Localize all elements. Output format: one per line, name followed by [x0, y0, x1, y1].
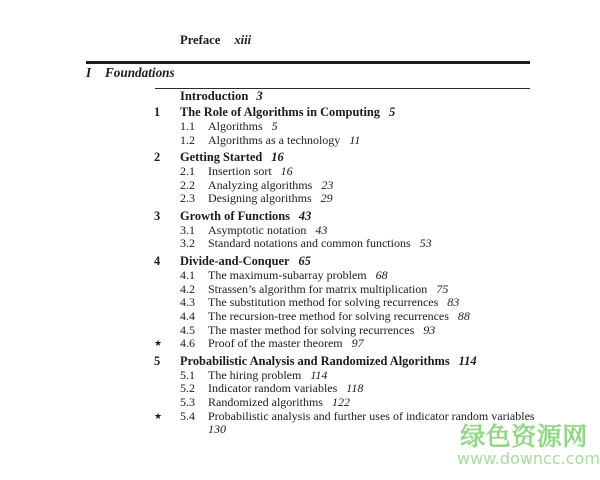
- chapter-row-5: [154, 355, 574, 369]
- chapter-page-number: 114: [458, 354, 477, 369]
- chapter-title: Divide-and-Conquer: [180, 254, 290, 269]
- section-row-5-2: [154, 382, 574, 396]
- section-row-4-1: [154, 269, 574, 283]
- section-page-number: 83: [447, 295, 460, 310]
- section-number: 2.1: [180, 164, 195, 178]
- section-row-4-3: [154, 296, 574, 310]
- section-page-number: 11: [349, 132, 361, 147]
- section-page-number: 75: [436, 281, 449, 296]
- watermark: [457, 422, 600, 468]
- section-page-number: 16: [280, 164, 293, 178]
- section-row-5-1: [154, 369, 574, 383]
- chapter-number: 2: [154, 150, 161, 165]
- section-page-number: 122: [331, 395, 350, 410]
- section-row-2-1: [154, 165, 574, 179]
- section-number: 5.1: [180, 367, 195, 382]
- section-title: Indicator random variables: [208, 381, 338, 396]
- section-title: Analyzing algorithms: [208, 177, 313, 192]
- section-number: 4.3: [180, 295, 195, 310]
- part-heading: [86, 66, 175, 80]
- section-title: The substitution method for solving recurrences: [208, 295, 439, 310]
- part-divider-top: [86, 61, 530, 64]
- section-title: Asymptotic notation: [208, 222, 307, 237]
- chapter-page-number: 16: [271, 150, 284, 165]
- part-title: Foundations: [105, 65, 175, 80]
- chapter-page-number: 65: [298, 254, 311, 269]
- section-number: 2.3: [180, 191, 195, 206]
- section-number: 3.2: [180, 236, 195, 251]
- section-title: Strassen’s algorithm for matrix multiplication: [208, 281, 428, 296]
- chapter-page-number: 43: [298, 209, 312, 224]
- section-row-3-2: [154, 237, 574, 251]
- section-row-4-4: [154, 310, 574, 324]
- chapter-row-1: [154, 106, 574, 120]
- section-row-4-5: [154, 324, 574, 338]
- chapter-number: 3: [154, 209, 161, 224]
- section-title: The recursion-tree method for solving recurrences: [208, 308, 449, 323]
- section-number: 4.2: [180, 281, 195, 296]
- section-page-number: 5: [271, 118, 278, 133]
- chapter-title: Growth of Functions: [180, 209, 290, 224]
- section-title: Standard notations and common functions: [208, 236, 411, 251]
- section-row-3-1: [154, 224, 574, 238]
- section-title: Algorithms as a technology: [208, 132, 341, 147]
- chapter-row-3: [154, 210, 574, 224]
- section-row-2-2: [154, 179, 574, 193]
- chapter-row-2: [154, 151, 574, 165]
- section-title: Insertion sort: [208, 164, 272, 178]
- section-page-number: 118: [346, 381, 364, 396]
- section-number: 1.2: [180, 132, 195, 147]
- section-title: Proof of the master theorem: [208, 336, 343, 351]
- section-title: Randomized algorithms: [208, 395, 323, 410]
- section-title: Algorithms: [208, 118, 263, 133]
- section-title: The hiring problem: [208, 367, 302, 382]
- section-number: 1.1: [180, 118, 195, 133]
- section-number: 5.2: [180, 381, 195, 396]
- section-page-number: 68: [375, 267, 388, 282]
- section-title: Probabilistic analysis and further uses of indicator random variables: [208, 408, 535, 423]
- section-row-4-6: [154, 337, 574, 351]
- introduction-page-number: 3: [256, 88, 263, 103]
- watermark-site-url: www.downcc.com: [457, 449, 600, 468]
- star-icon: ★: [154, 410, 163, 421]
- section-page-number: 23: [321, 177, 334, 192]
- section-title: The master method for solving recurrences: [208, 322, 415, 337]
- preface-label: Preface: [180, 33, 221, 47]
- section-title: Designing algorithms: [208, 191, 312, 206]
- chapter-number: 1: [154, 105, 161, 120]
- chapter-title: The Role of Algorithms in Computing: [180, 105, 380, 120]
- section-number: 4.4: [180, 308, 195, 323]
- section-number: 4.1: [180, 267, 195, 282]
- section-page-number: 114: [310, 367, 328, 382]
- section-page-number: 29: [320, 191, 333, 206]
- section-number: 3.1: [180, 222, 195, 237]
- introduction-row: [180, 89, 263, 103]
- chapter-title: Getting Started: [180, 150, 263, 165]
- preface-row: [180, 33, 251, 47]
- section-row-1-1: [154, 120, 574, 134]
- chapter-title: Probabilistic Analysis and Randomized Algorithms: [180, 354, 450, 369]
- section-number: 4.6: [180, 336, 195, 351]
- section-row-4-2: [154, 283, 574, 297]
- section-page-number: 43: [315, 222, 328, 237]
- section-number: 5.3: [180, 395, 195, 410]
- preface-page-number: xiii: [234, 33, 252, 47]
- section-title: The maximum-subarray problem: [208, 267, 367, 282]
- section-number: 2.2: [180, 177, 195, 192]
- watermark-site-name: 绿色资源网: [460, 422, 588, 451]
- section-page-number: 53: [419, 236, 432, 251]
- chapter-row-4: [154, 255, 574, 269]
- section-page-number: 97: [351, 336, 364, 351]
- toc-list: [154, 102, 574, 437]
- section-number: 4.5: [180, 322, 195, 337]
- section-row-2-3: [154, 192, 574, 206]
- chapter-number: 5: [154, 354, 161, 369]
- chapter-number: 4: [154, 254, 161, 269]
- section-row-5-3: [154, 396, 574, 410]
- introduction-label: Introduction: [180, 88, 249, 103]
- section-page-number: 88: [457, 308, 470, 323]
- part-number: I: [86, 65, 92, 80]
- section-number: 5.4: [180, 408, 195, 423]
- star-icon: ★: [154, 338, 163, 349]
- section-row-1-2: [154, 134, 574, 148]
- section-page-number: 130: [208, 422, 226, 437]
- chapter-page-number: 5: [389, 105, 396, 120]
- section-page-number: 93: [423, 322, 436, 337]
